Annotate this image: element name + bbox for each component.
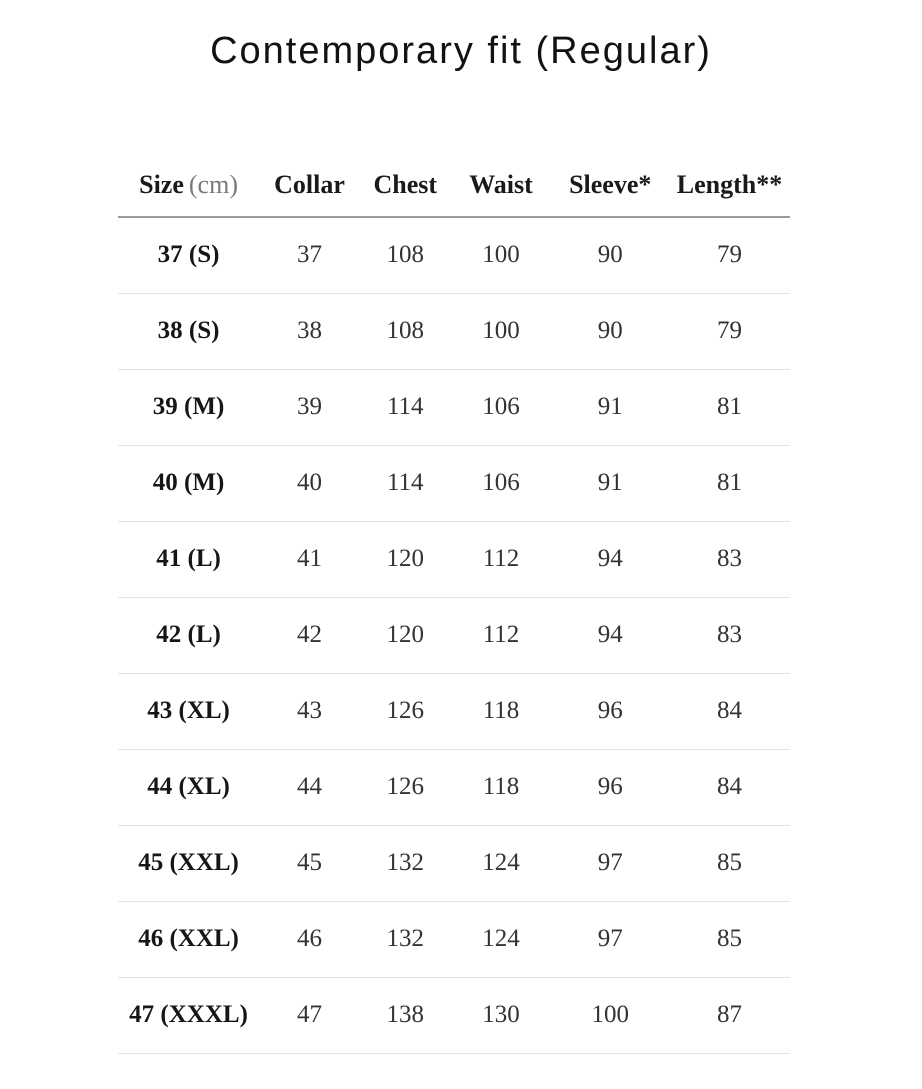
header-row bbox=[118, 170, 790, 217]
table-body bbox=[118, 217, 790, 1054]
sleeve-cell: 97 bbox=[551, 901, 669, 977]
waist-cell: 118 bbox=[451, 673, 552, 749]
collar-cell: 45 bbox=[259, 825, 360, 901]
sleeve-cell: 94 bbox=[551, 597, 669, 673]
table-row bbox=[118, 597, 790, 673]
table-row bbox=[118, 825, 790, 901]
column-header-size bbox=[118, 170, 259, 217]
size-cell: 43 (XL) bbox=[118, 673, 259, 749]
table-row bbox=[118, 521, 790, 597]
waist-cell: 124 bbox=[451, 901, 552, 977]
waist-cell: 118 bbox=[451, 749, 552, 825]
chest-cell: 132 bbox=[360, 901, 451, 977]
sleeve-cell: 91 bbox=[551, 369, 669, 445]
chest-cell: 114 bbox=[360, 445, 451, 521]
length-cell: 83 bbox=[669, 597, 790, 673]
chest-cell: 132 bbox=[360, 825, 451, 901]
chest-cell: 138 bbox=[360, 977, 451, 1053]
table-row bbox=[118, 445, 790, 521]
chest-cell: 114 bbox=[360, 369, 451, 445]
chest-cell: 108 bbox=[360, 293, 451, 369]
length-cell: 79 bbox=[669, 217, 790, 294]
table-row bbox=[118, 749, 790, 825]
size-cell: 42 (L) bbox=[118, 597, 259, 673]
size-cell: 41 (L) bbox=[118, 521, 259, 597]
size-cell: 45 (XXL) bbox=[118, 825, 259, 901]
size-guide-page bbox=[0, 28, 922, 1089]
collar-cell: 37 bbox=[259, 217, 360, 294]
collar-cell: 39 bbox=[259, 369, 360, 445]
size-cell: 37 (S) bbox=[118, 217, 259, 294]
table-row bbox=[118, 293, 790, 369]
sleeve-cell: 90 bbox=[551, 217, 669, 294]
length-cell: 83 bbox=[669, 521, 790, 597]
sleeve-cell: 91 bbox=[551, 445, 669, 521]
waist-cell: 100 bbox=[451, 217, 552, 294]
sleeve-cell: 96 bbox=[551, 749, 669, 825]
waist-cell: 112 bbox=[451, 521, 552, 597]
length-cell: 85 bbox=[669, 901, 790, 977]
size-cell: 39 (M) bbox=[118, 369, 259, 445]
chest-cell: 108 bbox=[360, 217, 451, 294]
table-row bbox=[118, 901, 790, 977]
sleeve-cell: 97 bbox=[551, 825, 669, 901]
length-cell: 81 bbox=[669, 369, 790, 445]
collar-cell: 43 bbox=[259, 673, 360, 749]
chest-cell: 120 bbox=[360, 597, 451, 673]
collar-cell: 47 bbox=[259, 977, 360, 1053]
waist-cell: 106 bbox=[451, 369, 552, 445]
size-chart-table bbox=[118, 170, 790, 1054]
size-cell: 38 (S) bbox=[118, 293, 259, 369]
page-title: Contemporary fit (Regular) bbox=[210, 30, 712, 72]
sleeve-cell: 96 bbox=[551, 673, 669, 749]
sleeve-cell: 94 bbox=[551, 521, 669, 597]
collar-cell: 44 bbox=[259, 749, 360, 825]
size-header-label: Size bbox=[139, 169, 184, 199]
chest-cell: 120 bbox=[360, 521, 451, 597]
table-row bbox=[118, 369, 790, 445]
length-cell: 79 bbox=[669, 293, 790, 369]
size-cell: 44 (XL) bbox=[118, 749, 259, 825]
length-cell: 87 bbox=[669, 977, 790, 1053]
column-header-collar: Collar bbox=[259, 170, 360, 217]
waist-cell: 106 bbox=[451, 445, 552, 521]
chest-cell: 126 bbox=[360, 673, 451, 749]
column-header-chest: Chest bbox=[360, 170, 451, 217]
waist-cell: 112 bbox=[451, 597, 552, 673]
size-cell: 47 (XXXL) bbox=[118, 977, 259, 1053]
length-cell: 84 bbox=[669, 673, 790, 749]
waist-cell: 130 bbox=[451, 977, 552, 1053]
collar-cell: 38 bbox=[259, 293, 360, 369]
sleeve-cell: 100 bbox=[551, 977, 669, 1053]
table-row bbox=[118, 217, 790, 294]
column-header-waist: Waist bbox=[451, 170, 552, 217]
sleeve-cell: 90 bbox=[551, 293, 669, 369]
waist-cell: 124 bbox=[451, 825, 552, 901]
waist-cell: 100 bbox=[451, 293, 552, 369]
chest-cell: 126 bbox=[360, 749, 451, 825]
size-header-unit: (cm) bbox=[188, 169, 238, 199]
collar-cell: 46 bbox=[259, 901, 360, 977]
size-cell: 40 (M) bbox=[118, 445, 259, 521]
column-header-length: Length** bbox=[669, 170, 790, 217]
table-row bbox=[118, 673, 790, 749]
collar-cell: 41 bbox=[259, 521, 360, 597]
length-cell: 84 bbox=[669, 749, 790, 825]
table-row bbox=[118, 977, 790, 1053]
table-header bbox=[118, 170, 790, 217]
collar-cell: 40 bbox=[259, 445, 360, 521]
length-cell: 85 bbox=[669, 825, 790, 901]
length-cell: 81 bbox=[669, 445, 790, 521]
size-cell: 46 (XXL) bbox=[118, 901, 259, 977]
collar-cell: 42 bbox=[259, 597, 360, 673]
column-header-sleeve: Sleeve* bbox=[551, 170, 669, 217]
